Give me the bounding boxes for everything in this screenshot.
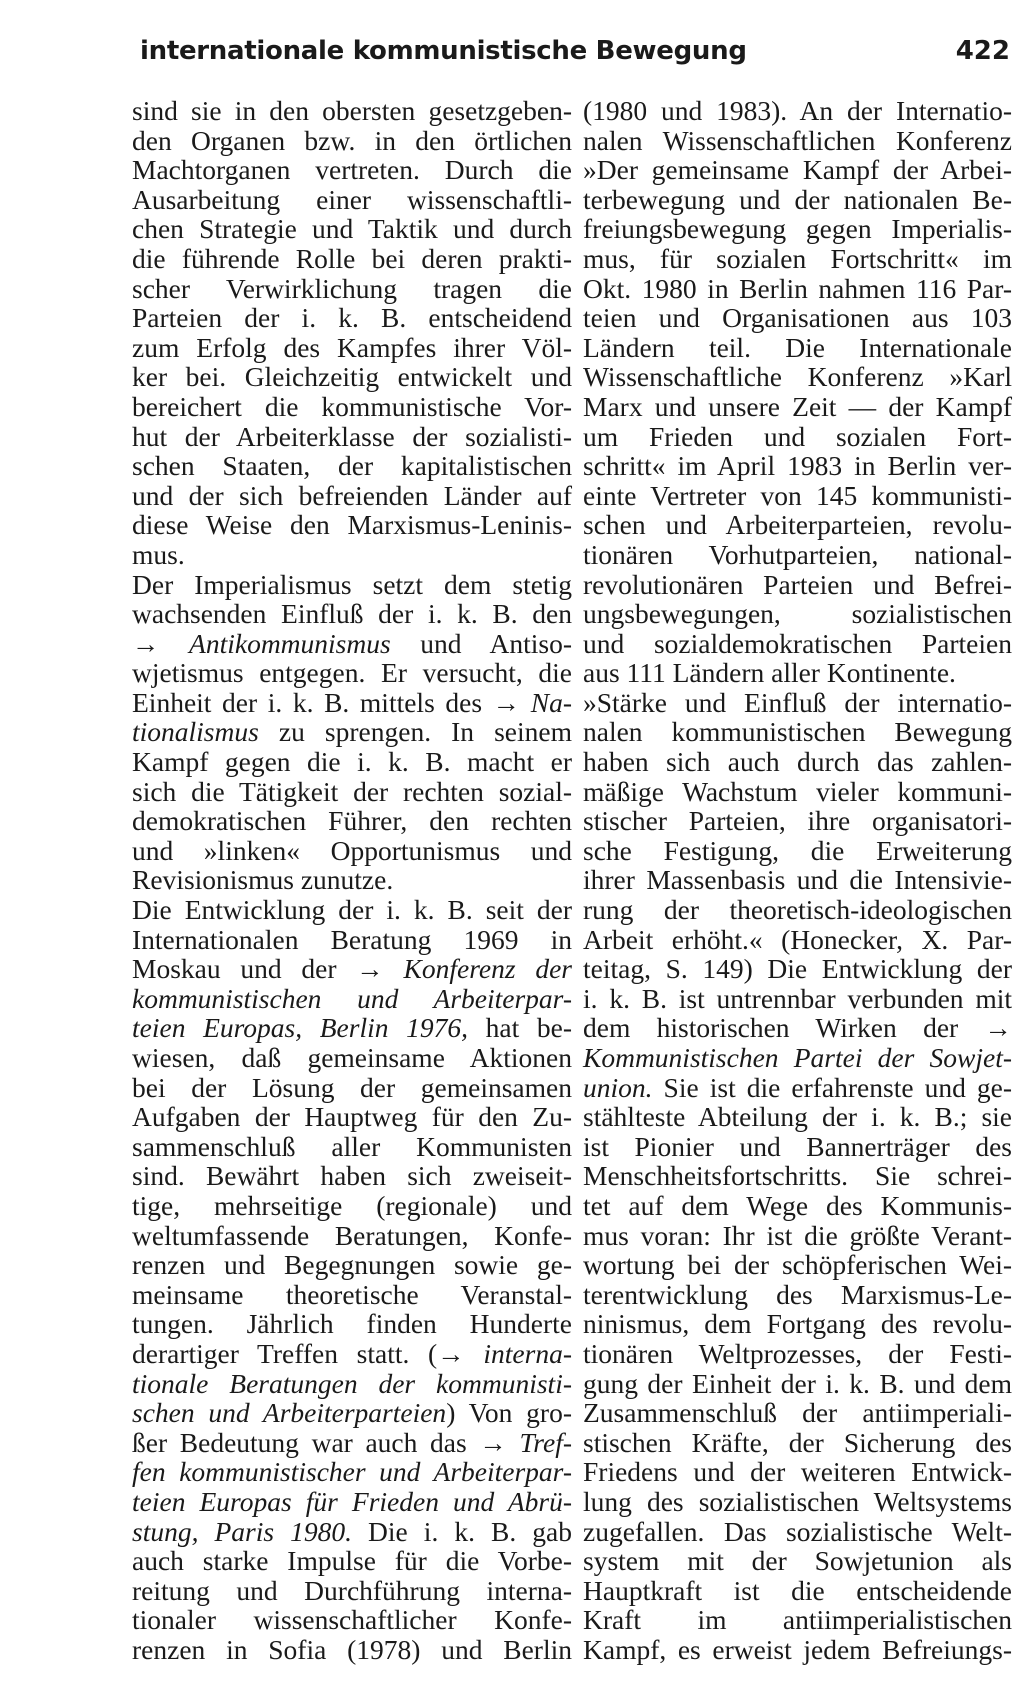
text-line — [132, 1043, 572, 1073]
text-line — [583, 1043, 1012, 1073]
text-line — [132, 925, 572, 955]
text-line — [583, 1457, 1012, 1487]
text-segment: zugefallen. Das sozialistische Welt- — [583, 1515, 1012, 1547]
text-segment: Ausarbeitung einer wissenschaftli- — [132, 183, 572, 215]
text-segment: Zusammenschluß der antiimperiali- — [583, 1397, 1012, 1429]
text-segment: Kampf gegen die i. k. B. macht er — [132, 746, 572, 778]
text-segment: ßer Bedeutung war auch das → — [132, 1426, 520, 1458]
text-segment: tet auf dem Wege des Kommunis- — [583, 1189, 1012, 1221]
text-line — [583, 422, 1012, 452]
text-segment: teitag, S. 149) Die Entwicklung der — [583, 953, 1012, 985]
text-segment: rung der theoretisch-ideologischen — [583, 894, 1012, 926]
text-line — [583, 1339, 1012, 1369]
text-line — [132, 96, 572, 126]
cross-reference-text: teien Europas, Berlin 1976, — [132, 1012, 469, 1044]
text-line — [583, 629, 1012, 659]
text-line — [132, 806, 572, 836]
text-segment: Parteien der i. k. B. entscheidend — [132, 302, 572, 334]
text-line — [132, 1339, 572, 1369]
text-line — [583, 155, 1012, 185]
text-line — [132, 481, 572, 511]
text-line — [132, 1369, 572, 1399]
text-segment: terbewegung und der nationalen Be- — [583, 183, 1012, 215]
text-segment: »Der gemeinsame Kampf der Arbei- — [583, 154, 1012, 186]
text-line — [132, 747, 572, 777]
text-segment: ker bei. Gleichzeitig entwickelt und — [132, 361, 572, 393]
text-segment: »Stärke und Einfluß der internatio- — [583, 686, 1012, 718]
text-segment: schritt« im April 1983 in Berlin ver- — [583, 450, 1012, 482]
text-line — [583, 658, 1012, 688]
text-segment: chen Strategie und Taktik und durch — [132, 213, 572, 245]
cross-reference-text: Konferenz der — [403, 953, 572, 985]
text-segment: schen und Arbeiterparteien, revolu- — [583, 509, 1012, 541]
text-segment: renzen in Sofia (1978) und Berlin — [132, 1633, 572, 1665]
text-line — [132, 954, 572, 984]
text-segment: ungsbewegungen, sozialistischen — [583, 598, 1012, 630]
text-segment: und »linken« Opportunismus und — [132, 834, 572, 866]
text-segment: und sozialdemokratischen Parteien — [583, 627, 1012, 659]
cross-reference-text: kommunistischen und Arbeiterpar- — [132, 982, 572, 1014]
text-segment: Hauptkraft ist die entscheidende — [583, 1574, 1012, 1606]
right-column — [583, 96, 1012, 1664]
text-segment: tige, mehrseitige (regionale) und — [132, 1189, 572, 1221]
text-line — [132, 1309, 572, 1339]
text-segment: system mit der Sowjetunion als — [583, 1545, 1012, 1577]
text-line — [583, 1428, 1012, 1458]
cross-reference-text: schen und Arbeiterparteien — [132, 1397, 447, 1429]
text-line — [132, 688, 572, 718]
text-segment: diese Weise den Marxismus-Leninis- — [132, 509, 572, 541]
text-line — [132, 1073, 572, 1103]
cross-reference-text: Na- — [530, 686, 572, 718]
text-segment: Revisionismus zunutze. — [132, 864, 394, 896]
text-segment: mäßige Wachstum vieler kommuni- — [583, 775, 1012, 807]
text-line — [583, 126, 1012, 156]
text-line — [132, 1013, 572, 1043]
page-header — [140, 36, 1010, 80]
text-line — [132, 717, 572, 747]
text-segment: i. k. B. ist untrennbar verbunden mit — [583, 982, 1012, 1014]
text-line — [583, 1221, 1012, 1251]
text-segment: mus. — [132, 538, 185, 570]
cross-reference-text: Kommunistischen Partei der Sowjet- — [583, 1042, 1012, 1073]
text-line — [583, 185, 1012, 215]
text-line — [583, 984, 1012, 1014]
text-line — [583, 362, 1012, 392]
text-segment: → — [132, 627, 190, 659]
text-line — [583, 717, 1012, 747]
text-line — [132, 1517, 572, 1547]
text-segment: Wissenschaftliche Konferenz »Karl — [583, 361, 1012, 393]
text-line — [583, 481, 1012, 511]
left-column — [132, 96, 572, 1664]
cross-reference-text: union. — [583, 1071, 653, 1103]
text-line — [583, 599, 1012, 629]
text-line — [583, 303, 1012, 333]
text-segment: mus voran: Ihr ist die größte Verant- — [583, 1219, 1012, 1251]
text-segment: sich die Tätigkeit der rechten sozial- — [132, 775, 572, 807]
text-line — [583, 1161, 1012, 1191]
text-segment: freiungsbewegung gegen Imperialis- — [583, 213, 1012, 245]
text-line — [583, 1546, 1012, 1576]
text-segment: Sie ist die erfahrenste und ge- — [652, 1071, 1012, 1103]
text-line — [583, 895, 1012, 925]
text-line — [132, 1546, 572, 1576]
text-segment: die führende Rolle bei deren prakti- — [132, 242, 572, 274]
text-line — [583, 1398, 1012, 1428]
text-line — [583, 1517, 1012, 1547]
text-line — [132, 1132, 572, 1162]
text-segment: gung der Einheit der i. k. B. und dem — [583, 1367, 1012, 1399]
text-line — [583, 1102, 1012, 1132]
text-line — [583, 1013, 1012, 1043]
text-line — [583, 244, 1012, 274]
text-line — [583, 806, 1012, 836]
text-segment: Friedens und der weiteren Entwick- — [583, 1456, 1012, 1488]
text-segment: bereichert die kommunistische Vor- — [132, 390, 572, 422]
text-line — [583, 1605, 1012, 1635]
text-segment: reitung und Durchführung interna- — [132, 1574, 572, 1606]
text-segment: teien und Organisationen aus 103 — [583, 302, 1012, 334]
text-line — [583, 688, 1012, 718]
text-line — [132, 244, 572, 274]
text-segment: Menschheitsfortschritts. Sie schrei- — [583, 1160, 1012, 1192]
text-line — [132, 1487, 572, 1517]
text-line — [132, 185, 572, 215]
text-segment: terentwicklung des Marxismus-Le- — [583, 1278, 1012, 1310]
text-line — [132, 599, 572, 629]
text-line — [583, 1132, 1012, 1162]
text-line — [132, 629, 572, 659]
text-segment: schen Staaten, der kapitalistischen — [132, 450, 572, 482]
text-line — [132, 155, 572, 185]
cross-reference-text: interna- — [483, 1337, 572, 1369]
text-segment: revolutionären Parteien und Befrei- — [583, 568, 1012, 600]
text-line — [132, 392, 572, 422]
text-segment: demokratischen Führer, den rechten — [132, 805, 572, 837]
text-line — [583, 1250, 1012, 1280]
text-segment: Kraft im antiimperialistischen — [583, 1604, 1012, 1636]
text-segment: aus 111 Ländern aller Kontinente. — [583, 657, 956, 689]
text-segment: lung des sozialistischen Weltsystems — [583, 1485, 1012, 1517]
cross-reference-text: teien Europas für Frieden und Abrü- — [132, 1485, 572, 1517]
text-line — [132, 777, 572, 807]
text-segment: Internationalen Beratung 1969 in — [132, 923, 572, 955]
text-line — [583, 777, 1012, 807]
text-segment: und der sich befreienden Länder auf — [132, 479, 572, 511]
text-segment: ) Von gro- — [446, 1397, 573, 1429]
text-segment: den Organen bzw. in den örtlichen — [132, 124, 572, 156]
text-segment: Ländern teil. Die Internationale — [583, 331, 1012, 363]
text-line — [132, 1635, 572, 1665]
text-line — [132, 451, 572, 481]
text-segment: (1980 und 1983). An der Internatio- — [583, 95, 1012, 126]
text-segment: bei der Lösung der gemeinsamen — [132, 1071, 572, 1103]
text-segment: dem historischen Wirken der → — [583, 1012, 1012, 1044]
text-line — [583, 333, 1012, 363]
text-line — [583, 96, 1012, 126]
text-line — [583, 865, 1012, 895]
text-line — [132, 1280, 572, 1310]
text-segment: stählteste Abteilung der i. k. B.; sie — [583, 1101, 1012, 1133]
cross-reference-text: fen kommunistischer und Arbeiterpar- — [132, 1456, 572, 1488]
text-line — [132, 1457, 572, 1487]
text-line — [132, 1576, 572, 1606]
text-segment: tionären Vorhutparteien, national- — [583, 538, 1012, 570]
text-segment: hat be- — [468, 1012, 572, 1044]
text-line — [583, 214, 1012, 244]
text-line — [583, 1635, 1012, 1665]
text-segment: ist Pionier und Bannerträger des — [583, 1130, 1012, 1162]
text-segment: haben sich auch durch das zahlen- — [583, 746, 1012, 778]
text-line — [583, 747, 1012, 777]
text-segment: hut der Arbeiterklasse der sozialisti- — [132, 420, 572, 452]
text-line — [132, 865, 572, 895]
text-segment: ihrer Massenbasis und die Intensivie- — [583, 864, 1012, 896]
text-line — [583, 1191, 1012, 1221]
text-segment: wiesen, daß gemeinsame Aktionen — [132, 1042, 572, 1073]
text-line — [132, 1161, 572, 1191]
text-line — [583, 392, 1012, 422]
text-segment: und Antiso- — [390, 627, 572, 659]
page-number: 422 — [955, 36, 1010, 66]
text-line — [132, 422, 572, 452]
text-segment: Kampf, es erweist jedem Befreiungs- — [583, 1633, 1012, 1665]
cross-reference-text: tionalismus — [132, 716, 259, 748]
text-segment: wortung bei der schöpferischen Wei- — [583, 1249, 1012, 1281]
text-segment: wachsenden Einfluß der i. k. B. den — [132, 598, 572, 630]
text-segment: zum Erfolg des Kampfes ihrer Völ- — [132, 331, 572, 363]
cross-reference-text: stung, Paris 1980. — [132, 1515, 353, 1547]
text-segment: nalen kommunistischen Bewegung — [583, 716, 1012, 748]
text-segment: sche Festigung, die Erweiterung — [583, 834, 1012, 866]
text-line — [132, 1428, 572, 1458]
text-line — [132, 214, 572, 244]
text-segment: tionaler wissenschaftlicher Konfe- — [132, 1604, 572, 1636]
text-segment: auch starke Impulse für die Vorbe- — [132, 1545, 572, 1577]
text-segment: ninismus, dem Fortgang des revolu- — [583, 1308, 1012, 1340]
text-segment: sind sie in den obersten gesetzgeben- — [132, 95, 572, 126]
text-segment: scher Verwirklichung tragen die — [132, 272, 572, 304]
text-line — [583, 451, 1012, 481]
text-line — [132, 274, 572, 304]
text-line — [583, 1576, 1012, 1606]
text-line — [132, 333, 572, 363]
text-segment: zu sprengen. In seinem — [258, 716, 572, 748]
text-line — [132, 1605, 572, 1635]
text-segment: einte Vertreter von 145 kommunisti- — [583, 479, 1012, 511]
text-segment: Marx und unsere Zeit — der Kampf — [583, 390, 1012, 422]
text-line — [583, 510, 1012, 540]
text-line — [132, 1221, 572, 1251]
text-line — [583, 274, 1012, 304]
text-segment: derartiger Treffen statt. (→ — [132, 1337, 484, 1369]
text-line — [132, 895, 572, 925]
text-segment: stischer Parteien, ihre organisatori- — [583, 805, 1012, 837]
text-line — [583, 836, 1012, 866]
text-line — [132, 540, 572, 570]
text-line — [583, 540, 1012, 570]
text-line — [132, 1102, 572, 1132]
text-segment: tungen. Jährlich finden Hunderte — [132, 1308, 572, 1340]
text-segment: Okt. 1980 in Berlin nahmen 116 Par- — [583, 272, 1012, 304]
text-segment: Die Entwicklung der i. k. B. seit der — [132, 894, 572, 926]
text-line — [583, 1487, 1012, 1517]
text-line — [583, 1369, 1012, 1399]
text-line — [583, 925, 1012, 955]
text-line — [132, 1191, 572, 1221]
text-segment: Arbeit erhöht.« (Honecker, X. Par- — [583, 923, 1012, 955]
text-line — [132, 126, 572, 156]
text-segment: wjetismus entgegen. Er versucht, die — [132, 657, 572, 689]
text-segment: Moskau und der → — [132, 953, 404, 985]
text-segment: tionären Weltprozesses, der Festi- — [583, 1337, 1012, 1369]
text-segment: meinsame theoretische Veranstal- — [132, 1278, 572, 1310]
text-line — [583, 1280, 1012, 1310]
text-line — [583, 1073, 1012, 1103]
text-line — [132, 362, 572, 392]
text-line — [132, 658, 572, 688]
text-segment: Der Imperialismus setzt dem stetig — [132, 568, 572, 600]
text-line — [132, 570, 572, 600]
text-line — [132, 510, 572, 540]
text-segment: nalen Wissenschaftlichen Konferenz — [583, 124, 1012, 156]
cross-reference-text: tionale Beratungen der kommunisti- — [132, 1367, 572, 1399]
text-segment: sammenschluß aller Kommunisten — [132, 1130, 572, 1162]
text-segment: Machtorganen vertreten. Durch die — [132, 154, 572, 186]
text-line — [132, 1250, 572, 1280]
text-line — [583, 954, 1012, 984]
text-segment: um Frieden und sozialen Fort- — [583, 420, 1012, 452]
text-segment: weltumfassende Beratungen, Konfe- — [132, 1219, 572, 1251]
text-line — [132, 303, 572, 333]
text-line — [132, 836, 572, 866]
text-line — [583, 1309, 1012, 1339]
text-segment: Einheit der i. k. B. mittels des → — [132, 686, 531, 718]
running-head: internationale kommunistische Bewegung — [140, 36, 747, 66]
cross-reference-text: Tref- — [519, 1426, 572, 1458]
text-line — [583, 570, 1012, 600]
text-segment: renzen und Begegnungen sowie ge- — [132, 1249, 572, 1281]
text-segment: stischen Kräfte, der Sicherung des — [583, 1426, 1012, 1458]
text-line — [132, 1398, 572, 1428]
text-segment: Aufgaben der Hauptweg für den Zu- — [132, 1101, 572, 1133]
text-segment: mus, für sozialen Fortschritt« im — [583, 242, 1012, 274]
text-segment: sind. Bewährt haben sich zweiseit- — [132, 1160, 572, 1192]
text-segment: Die i. k. B. gab — [352, 1515, 572, 1547]
cross-reference-text: Antikommunismus — [189, 627, 391, 659]
text-line — [132, 984, 572, 1014]
